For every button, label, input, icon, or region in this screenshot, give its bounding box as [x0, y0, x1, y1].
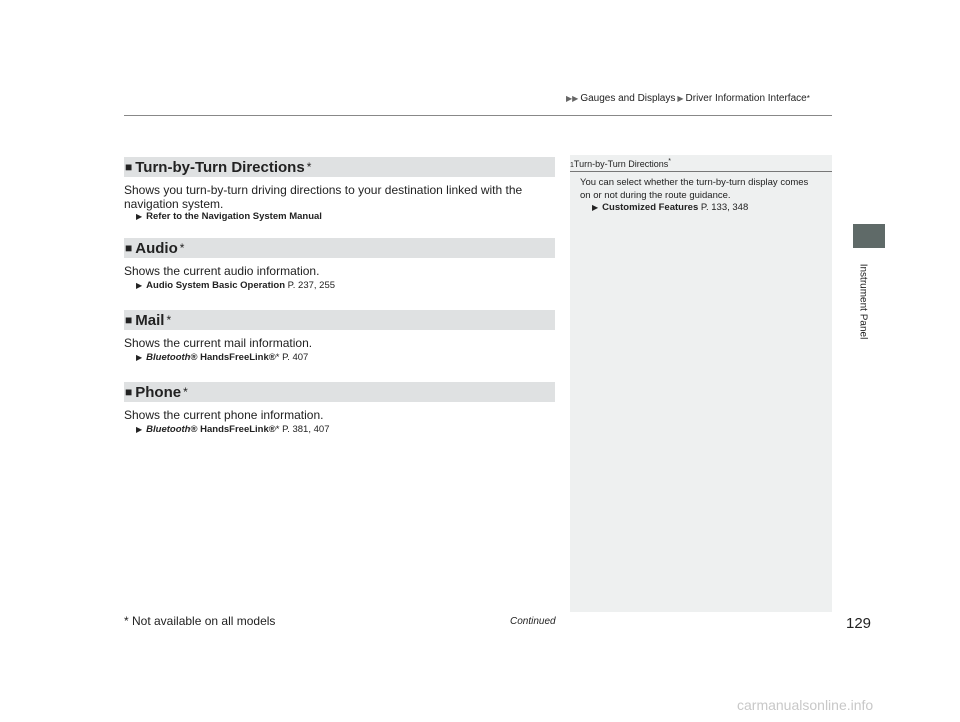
note-title: 1Turn-by-Turn Directions* — [570, 158, 671, 169]
breadcrumb-driver-info[interactable]: Driver Information Interface — [685, 93, 807, 104]
reference-arrow-icon: ▶ — [592, 203, 599, 212]
triangle-right-icon: ▶ — [677, 94, 684, 103]
reference-link-navigation[interactable]: ▶ Refer to the Navigation System Manual — [136, 211, 322, 222]
square-bullet-icon: ■ — [125, 241, 133, 255]
section-heading-turn-by-turn: ■ Turn-by-Turn Directions * — [124, 157, 555, 177]
breadcrumb-gauges[interactable]: Gauges and Displays — [580, 93, 676, 104]
page-number: 129 — [846, 615, 872, 632]
breadcrumb — [566, 93, 810, 104]
reference-arrow-icon: ▶ — [136, 353, 143, 362]
square-bullet-icon: ■ — [125, 385, 133, 399]
asterisk-mark: * — [806, 94, 810, 103]
section-text-audio: Shows the current audio information. — [124, 264, 320, 278]
section-heading-mail: ■ Mail * — [124, 310, 555, 330]
section-heading-audio: ■ Audio * — [124, 238, 555, 258]
triangle-right-icon: ▶▶ — [566, 94, 579, 103]
section-heading-phone: ■ Phone * — [124, 382, 555, 402]
reference-link-audio[interactable]: ▶ Audio System Basic Operation P. 237, 255 — [136, 280, 336, 291]
watermark-logo: carmanualsonline.info — [737, 697, 874, 713]
reference-arrow-icon: ▶ — [136, 425, 143, 434]
square-bullet-icon: ■ — [125, 313, 133, 327]
note-marker-icon: 1 — [570, 162, 574, 169]
section-text-phone: Shows the current phone information. — [124, 408, 324, 422]
note-panel — [570, 155, 832, 612]
chapter-tab[interactable] — [853, 224, 885, 248]
section-text-mail: Shows the current mail information. — [124, 336, 313, 350]
square-bullet-icon: ■ — [125, 160, 133, 174]
continued-label: Continued — [510, 616, 556, 627]
header-divider — [124, 115, 832, 116]
reference-link-mail[interactable]: ▶ Bluetooth® HandsFreeLink®* P. 407 — [136, 352, 309, 363]
reference-link-customized-features[interactable]: ▶ Customized Features P. 133, 348 — [592, 202, 749, 213]
note-text: You can select whether the turn-by-turn display comes on or not during the route guidance. — [580, 177, 809, 201]
chapter-label: Instrument Panel — [857, 263, 869, 339]
note-divider — [570, 171, 832, 172]
reference-arrow-icon: ▶ — [136, 212, 143, 221]
footnote: * Not available on all models — [124, 614, 276, 628]
reference-arrow-icon: ▶ — [136, 281, 143, 290]
section-text-turn-by-turn: Shows you turn-by-turn driving directions to your destination linked with the navigation system. — [124, 183, 523, 211]
reference-link-phone[interactable]: ▶ Bluetooth® HandsFreeLink®* P. 381, 407 — [136, 424, 330, 435]
